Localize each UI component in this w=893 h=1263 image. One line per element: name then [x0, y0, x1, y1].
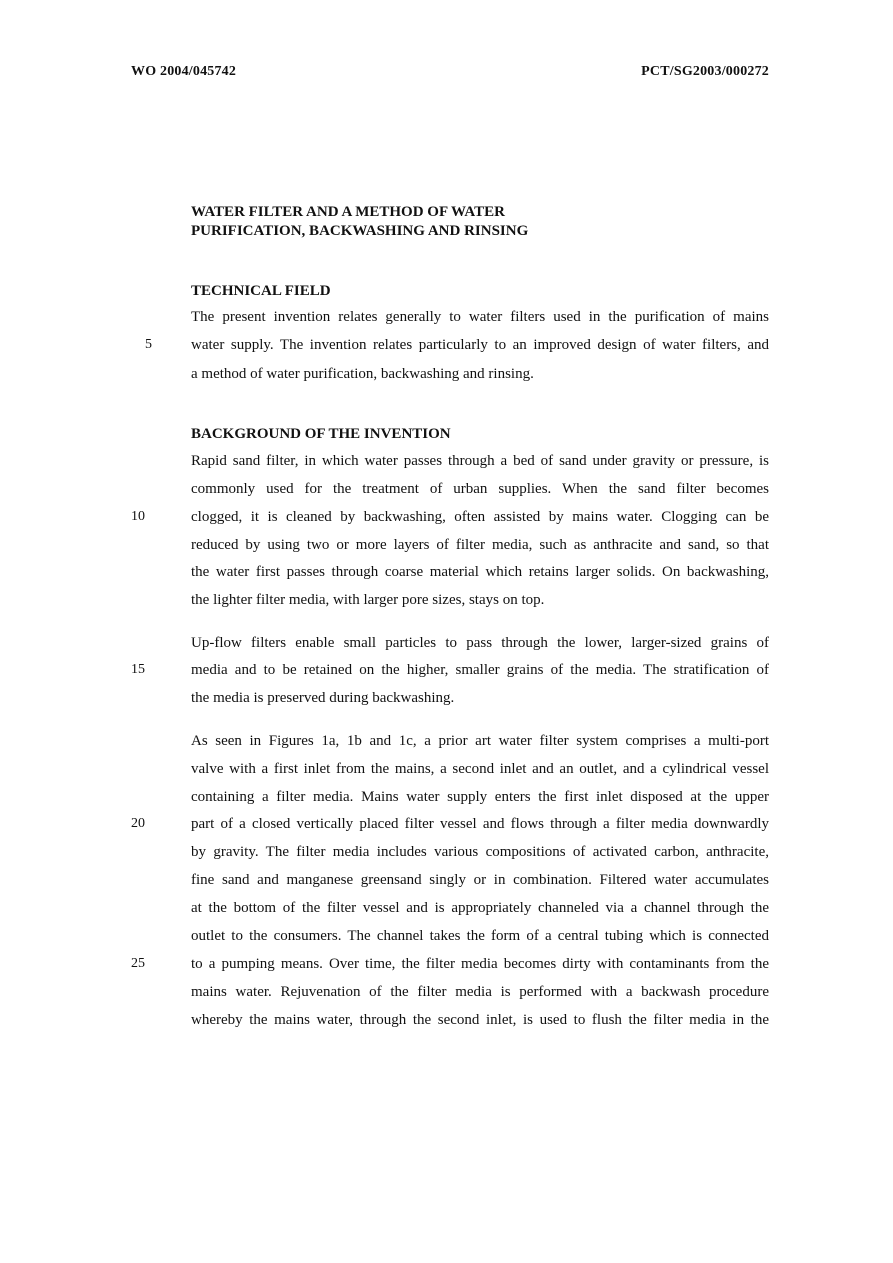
text-line: mains water. Rejuvenation of the filter media is performed with a backwash procedure: [191, 984, 769, 1000]
text-line: As seen in Figures 1a, 1b and 1c, a prior art water filter system comprises a multi-port: [191, 733, 769, 749]
text-line: water supply. The invention relates particularly to an improved design of water filters, and: [191, 337, 769, 353]
text-line: containing a filter media. Mains water supply enters the first inlet disposed at the upper: [191, 789, 769, 805]
text-line: at the bottom of the filter vessel and is appropriately channeled via a channel through the: [191, 900, 769, 916]
title-line: PURIFICATION, BACKWASHING AND RINSING: [191, 223, 529, 239]
text-line: valve with a first inlet from the mains, a second inlet and an outlet, and a cylindrical vessel: [191, 761, 769, 777]
text-line: clogged, it is cleaned by backwashing, often assisted by mains water. Clogging can be: [191, 509, 769, 525]
application-number: PCT/SG2003/000272: [641, 64, 769, 79]
text-line: fine sand and manganese greensand singly or in combination. Filtered water accumulates: [191, 872, 769, 888]
text-line: The present invention relates generally to water filters used in the purification of mains: [191, 309, 769, 325]
text-line: the lighter filter media, with larger pore sizes, stays on top.: [191, 592, 545, 608]
line-number: 20: [131, 816, 145, 831]
line-number: 25: [131, 956, 145, 971]
line-number: 10: [131, 509, 145, 524]
line-number: 5: [145, 337, 152, 352]
text-line: by gravity. The filter media includes various compositions of activated carbon, anthracite,: [191, 844, 769, 860]
publication-number: WO 2004/045742: [131, 64, 237, 79]
title-line: WATER FILTER AND A METHOD OF WATER: [191, 204, 505, 220]
text-line: to a pumping means. Over time, the filter media becomes dirty with contaminants from the: [191, 956, 769, 972]
text-line: whereby the mains water, through the second inlet, is used to flush the filter media in the: [191, 1012, 769, 1028]
text-line: the media is preserved during backwashing.: [191, 690, 455, 706]
text-line: the water first passes through coarse material which retains larger solids. On backwashing,: [191, 564, 769, 580]
text-line: outlet to the consumers. The channel takes the form of a central tubing which is connected: [191, 928, 769, 944]
background-heading: BACKGROUND OF THE INVENTION: [191, 426, 451, 442]
text-line: a method of water purification, backwashing and rinsing.: [191, 366, 534, 382]
line-number: 15: [131, 662, 145, 677]
text-line: Rapid sand filter, in which water passes through a bed of sand under gravity or pressure, is: [191, 453, 769, 469]
document-title: [191, 203, 528, 241]
text-line: reduced by using two or more layers of filter media, such as anthracite and sand, so that: [191, 537, 769, 553]
text-line: part of a closed vertically placed filter vessel and flows through a filter media downwardly: [191, 816, 769, 832]
text-line: media and to be retained on the higher, smaller grains of the media. The stratification of: [191, 662, 769, 678]
text-line: Up-flow filters enable small particles to pass through the lower, larger-sized grains of: [191, 635, 769, 651]
text-line: commonly used for the treatment of urban supplies. When the sand filter becomes: [191, 481, 769, 497]
technical-field-heading: TECHNICAL FIELD: [191, 283, 331, 299]
